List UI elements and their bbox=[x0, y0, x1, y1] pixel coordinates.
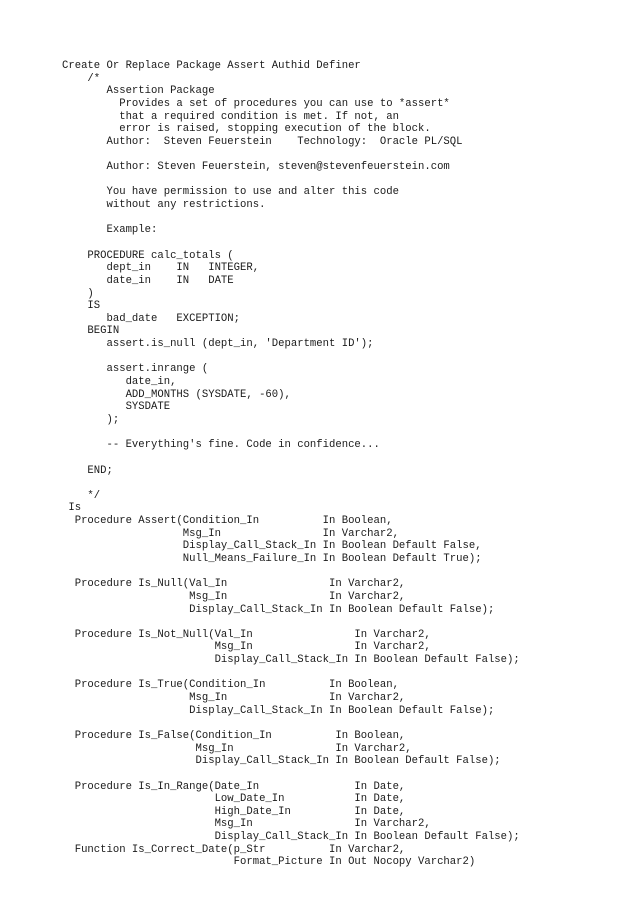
code-line: Create Or Replace Package Assert Authid Definer bbox=[62, 60, 361, 72]
code-line bbox=[62, 427, 632, 440]
code-line: Null_Means_Failure_In In Boolean Default True); bbox=[62, 552, 482, 565]
code-line: Procedure Is_False(Condition_In In Boolean, bbox=[62, 729, 406, 742]
code-line bbox=[62, 351, 632, 364]
code-line: assert.inrange ( bbox=[62, 363, 209, 376]
code-line: PROCEDURE calc_totals ( bbox=[62, 249, 234, 262]
code-line: Author: Steven Feuerstein, steven@stevenfeuerstein.com bbox=[62, 161, 450, 174]
code-line bbox=[62, 477, 632, 490]
code-line: Msg_In In Varchar2, bbox=[62, 692, 406, 705]
code-line: dept_in IN INTEGER, bbox=[62, 262, 260, 275]
code-line: Msg_In In Varchar2, bbox=[62, 590, 406, 603]
code-line: -- Everything's fine. Code in confidence... bbox=[62, 439, 380, 452]
code-line: Procedure Is_In_Range(Date_In In Date, bbox=[62, 780, 406, 793]
code-line bbox=[62, 566, 632, 579]
code-line bbox=[62, 667, 632, 680]
code-line: Author: Steven Feuerstein Technology: Oracle PL/SQL bbox=[62, 135, 463, 148]
code-line bbox=[62, 174, 632, 187]
code-line: Msg_In In Varchar2, bbox=[62, 641, 431, 654]
code-line: BEGIN bbox=[62, 325, 120, 338]
code-line bbox=[62, 212, 632, 225]
code-line: Procedure Is_Null(Val_In In Varchar2, bbox=[62, 578, 406, 591]
code-line bbox=[62, 768, 632, 781]
code-line: */ bbox=[62, 489, 101, 502]
code-line: ADD_MONTHS (SYSDATE, -60), bbox=[62, 388, 291, 401]
code-line: that a required condition is met. If not, an bbox=[62, 110, 399, 123]
code-line: Assertion Package bbox=[62, 85, 215, 98]
code-line: Is bbox=[62, 502, 82, 515]
code-line: Msg_In In Varchar2, bbox=[62, 527, 399, 540]
code-line: ); bbox=[62, 413, 120, 426]
code-line bbox=[62, 148, 632, 161]
code-line: without any restrictions. bbox=[62, 199, 266, 212]
code-line: You have permission to use and alter this code bbox=[62, 186, 399, 199]
code-line: Low_Date_In In Date, bbox=[62, 793, 406, 806]
code-line: Format_Picture In Out Nocopy Varchar2) bbox=[62, 856, 476, 869]
code-listing bbox=[62, 60, 632, 869]
code-line bbox=[62, 616, 632, 629]
code-line: END; bbox=[62, 464, 113, 477]
code-line: Display_Call_Stack_In In Boolean Default False); bbox=[62, 603, 495, 616]
code-line: Procedure Is_True(Condition_In In Boolean, bbox=[62, 679, 399, 692]
code-line bbox=[62, 237, 632, 250]
code-line: Display_Call_Stack_In In Boolean Default False); bbox=[62, 831, 520, 844]
code-line: bad_date EXCEPTION; bbox=[62, 312, 241, 325]
code-line: SYSDATE bbox=[62, 401, 171, 414]
code-line: Display_Call_Stack_In In Boolean Default False); bbox=[62, 755, 501, 768]
code-line: Example: bbox=[62, 224, 158, 237]
code-line: ) bbox=[62, 287, 94, 300]
code-line: Procedure Assert(Condition_In In Boolean, bbox=[62, 515, 393, 528]
code-line: Function Is_Correct_Date(p_Str In Varchar2, bbox=[62, 843, 406, 856]
code-line: date_in IN DATE bbox=[62, 274, 234, 287]
code-line: date_in, bbox=[62, 376, 177, 389]
code-line bbox=[62, 452, 632, 465]
code-line bbox=[62, 717, 632, 730]
code-line: Display_Call_Stack_In In Boolean Default False, bbox=[62, 540, 482, 553]
code-line: Display_Call_Stack_In In Boolean Default False); bbox=[62, 654, 520, 667]
code-line: assert.is_null (dept_in, 'Department ID'); bbox=[62, 338, 374, 351]
code-line: Provides a set of procedures you can use to *assert* bbox=[62, 97, 450, 110]
code-line: Msg_In In Varchar2, bbox=[62, 818, 431, 831]
code-line: error is raised, stopping execution of the block. bbox=[62, 123, 431, 136]
code-line: IS bbox=[62, 300, 101, 313]
code-line: /* bbox=[62, 72, 101, 85]
code-line: High_Date_In In Date, bbox=[62, 805, 406, 818]
code-line: Procedure Is_Not_Null(Val_In In Varchar2, bbox=[62, 628, 431, 641]
code-line: Msg_In In Varchar2, bbox=[62, 742, 412, 755]
code-line: Display_Call_Stack_In In Boolean Default False); bbox=[62, 704, 495, 717]
